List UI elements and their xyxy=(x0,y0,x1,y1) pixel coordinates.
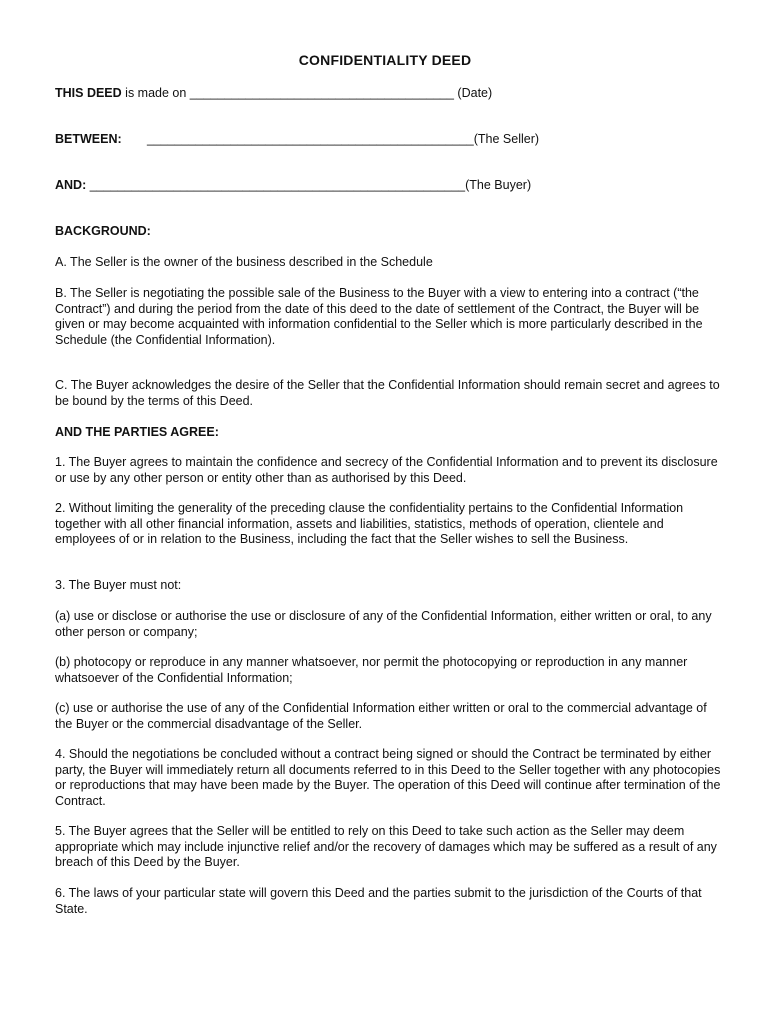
deed-date-blank: is made on ______________________________________ (Date) xyxy=(121,86,493,100)
and-label: AND: xyxy=(55,178,87,192)
clause-3: 3. The Buyer must not: xyxy=(55,578,182,592)
clause-3b: (b) photocopy or reproduce in any manner whatsoever, nor permit the photocopying or reproduction in any manner whatsoever of the Confidential Information; xyxy=(55,655,688,685)
between-label: BETWEEN: xyxy=(55,132,122,146)
deed-date-line xyxy=(55,86,492,100)
clause-6: 6. The laws of your particular state will govern this Deed and the parties submit to the jurisdiction of the Courts of that State. xyxy=(55,886,702,916)
background-heading: BACKGROUND: xyxy=(55,224,151,238)
seller-blank: _______________________________________________(The Seller) xyxy=(147,132,540,146)
clause-1: 1. The Buyer agrees to maintain the confidence and secrecy of the Confidential Information and to prevent its disclosure or use by any other person or entity other than as authorised by this Deed. xyxy=(55,455,718,485)
background-b: B. The Seller is negotiating the possible sale of the Business to the Buyer with a view to entering into a contract (“the Contract”) and during the period from the date of this deed to the date of settlement of the Contract, the Buyer will be given or may become acquainted with information confidential to the Seller which is more particularly described in the Schedule (the Confidential Information). xyxy=(55,286,703,347)
agree-heading: AND THE PARTIES AGREE: xyxy=(55,425,219,439)
background-c: C. The Buyer acknowledges the desire of the Seller that the Confidential Information should remain secret and agrees to be bound by the terms of this Deed. xyxy=(55,378,720,408)
deed-lead: THIS DEED xyxy=(55,86,122,100)
buyer-line xyxy=(55,178,531,192)
document-title: CONFIDENTIALITY DEED xyxy=(298,52,472,68)
background-a: A. The Seller is the owner of the business described in the Schedule xyxy=(55,255,433,269)
clause-2: 2. Without limiting the generality of the preceding clause the confidentiality pertains to the Confidential Information together with all other financial information, assets and liabilities, statistics, methods of operation, clientele and employees of or in relation to the Business, including the fact that the Seller wishes to sell the Business. xyxy=(55,501,684,547)
clause-5: 5. The Buyer agrees that the Seller will be entitled to rely on this Deed to take such action as the Seller may deem appropriate which may include injunctive relief and/or the recovery of damages which may be suffered as a result of any breach of this Deed by the Buyer. xyxy=(55,824,717,870)
clause-3a: (a) use or disclose or authorise the use or disclosure of any of the Confidential Information, either written or oral, to any other person or company; xyxy=(55,609,712,639)
clause-3c: (c) use or authorise the use of any of the Confidential Information either written or oral to the commercial advantage of the Buyer or the commercial disadvantage of the Seller. xyxy=(55,701,707,731)
clause-4: 4. Should the negotiations be concluded without a contract being signed or should the Contract be terminated by either party, the Buyer will immediately return all documents referred to in this Deed to the Seller together with any photocopies or reproductions that may have been made by the Buyer. The operation of this Deed will continue after termination of the Contract. xyxy=(55,747,721,808)
buyer-blank: ______________________________________________________(The Buyer) xyxy=(86,178,532,192)
